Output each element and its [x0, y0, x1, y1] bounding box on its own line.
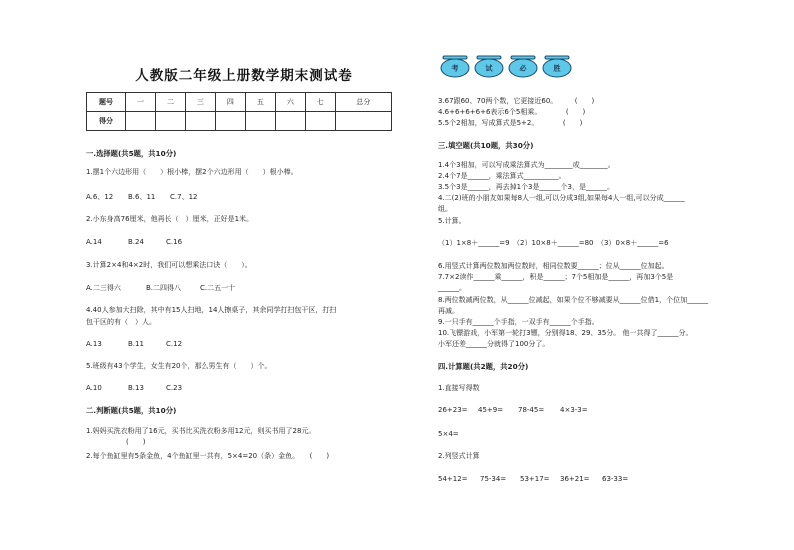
fill-question-7: 7.7×2读作______乘______，积是______；7个5相加是______，再加3个5是: [438, 273, 674, 281]
score-cell[interactable]: [126, 112, 156, 131]
fill-question-7-cont: ______。: [438, 284, 466, 292]
score-header-cell: 五: [245, 93, 275, 112]
vertical-calc-item[interactable]: 75-34=: [480, 475, 507, 483]
choice-option[interactable]: A.13: [86, 340, 102, 348]
judge-answer-blank[interactable]: ( ): [126, 438, 146, 446]
score-cell[interactable]: [275, 112, 305, 131]
choice-question-3: 3.计算2×4和4×2时，我们可以想乘法口诀（ ）。: [86, 261, 252, 269]
choice-question-5: 5.班级有43个学生，女生有20个，那么男生有（ ）个。: [86, 362, 272, 370]
section-choice-heading: 一.选择题(共5题，共10分): [86, 149, 177, 158]
section-calc-heading: 四.计算题(共2题，共20分): [438, 362, 529, 371]
fill-question-9: 9.一只手有______个手指，一双手有______个手指。: [438, 318, 599, 326]
judge-question-2: 2.每个鱼缸里有5条金鱼，4个鱼缸里一共有，5×4=20（条）金鱼。 ( ): [86, 452, 330, 460]
choice-option[interactable]: C.16: [166, 238, 183, 246]
score-header-cell: 六: [275, 93, 305, 112]
score-table-score-row: [87, 112, 392, 131]
fill-question-1: 1.4个3相加，可以写成乘法算式为________或________。: [438, 161, 615, 169]
fishbowl-text: 必: [519, 64, 527, 73]
judge-question-1: 1.妈妈买洗衣粉用了16元，买书比买洗衣粉多用12元，则买书用了28元。: [86, 427, 316, 435]
choice-option[interactable]: B.6、11: [128, 193, 156, 201]
fishbowl-icon: [475, 56, 503, 77]
calc-item[interactable]: 78-45=: [518, 406, 545, 414]
fill-question-8: 8.两位数减两位数，从______位减起，如果个位不够减要从______位借1，个位加______: [438, 296, 709, 304]
score-header-cell: 二: [155, 93, 185, 112]
fishbowl-banner: [438, 54, 578, 80]
fill-question-10-cont: 小军还差______分就得了100分了。: [438, 340, 550, 348]
score-header-cell: 七: [305, 93, 335, 112]
score-table: [86, 92, 392, 131]
fishbowl-text: 胜: [553, 64, 561, 73]
fill-question-10: 10.飞镖游戏，小军第一轮打3镖，分别得18、29、35分。 他一共得了______分。: [438, 329, 693, 337]
score-header-cell: 四: [215, 93, 245, 112]
calc-item[interactable]: 4×3-3=: [560, 406, 588, 414]
choice-question-4-cont: 包干区的有（ ）人。: [86, 318, 156, 326]
judge-question-4: 4.6+6+6+6+6表示6个5相乘。 ( ): [438, 108, 586, 116]
fishbowl-text: 考: [451, 64, 459, 73]
score-header-cell: 三: [185, 93, 215, 112]
calc-question-1: 1.直接写得数: [438, 384, 480, 392]
score-header-cell: 题号: [87, 93, 126, 112]
fill-question-5: 5.计算。: [438, 217, 466, 225]
vertical-calc-item[interactable]: 54+12=: [438, 475, 468, 483]
choice-option[interactable]: B.11: [128, 340, 144, 348]
fill-question-3: 3.5个3是______，再去掉1个3是______个3，是______。: [438, 183, 614, 191]
choice-option[interactable]: A.10: [86, 384, 102, 392]
fill-question-8-cont: 再减。: [438, 307, 459, 315]
fill-question-4-cont: 组。: [438, 205, 452, 213]
choice-question-2: 2.小东身高76厘米，他再长（ ）厘米，正好是1米。: [86, 215, 254, 223]
score-cell[interactable]: [215, 112, 245, 131]
fill-question-5-calc: （1）1×8＋______=9 （2）10×8＋______=80 （3）0×8＋______=6: [438, 239, 669, 247]
vertical-calc-item[interactable]: 53+17=: [520, 475, 550, 483]
choice-option[interactable]: A.二三得六: [86, 284, 121, 292]
choice-option[interactable]: B.24: [128, 238, 144, 246]
calc-item[interactable]: 5×4=: [438, 430, 459, 438]
vertical-calc-item[interactable]: 63-33=: [602, 475, 629, 483]
score-header-cell: 一: [126, 93, 156, 112]
choice-option[interactable]: B.二四得八: [146, 284, 182, 292]
choice-option[interactable]: A.14: [86, 238, 102, 246]
fishbowl-icon: [543, 56, 571, 77]
section-fill-heading: 三.填空题(共10题，共30分): [438, 141, 534, 150]
fishbowl-text: 试: [485, 64, 493, 73]
judge-question-3: 3.67跟60、70两个数，它更接近60。 ( ): [438, 97, 595, 105]
score-cell[interactable]: [245, 112, 275, 131]
fill-question-4: 4.二(2)班的小朋友如果每8人一组,可以分成3组,如果每4人一组,可以分成______: [438, 194, 685, 202]
score-cell[interactable]: [185, 112, 215, 131]
score-cell[interactable]: [335, 112, 391, 131]
calc-item[interactable]: 26+23=: [438, 406, 468, 414]
fill-question-2: 2.4个7是______，乘法算式__________。: [438, 172, 566, 180]
choice-option[interactable]: C.12: [166, 340, 183, 348]
exam-title: 人教版二年级上册数学期末测试卷: [135, 68, 353, 84]
calc-item[interactable]: 45+9=: [478, 406, 504, 414]
choice-question-1: 1.摆1个六边形用（ ）根小棒，摆2个六边形用（ ）根小棒。: [86, 168, 298, 176]
fill-question-6: 6.用竖式计算两位数加两位数时，相同位数要______；位从______位加起。: [438, 262, 669, 270]
score-cell[interactable]: [155, 112, 185, 131]
choice-option[interactable]: A.6、12: [86, 193, 114, 201]
choice-option[interactable]: C.23: [166, 384, 183, 392]
choice-option[interactable]: C.二五一十: [200, 284, 236, 292]
vertical-calc-item[interactable]: 36+21=: [560, 475, 590, 483]
score-row-label: 得分: [87, 112, 126, 131]
score-cell[interactable]: [305, 112, 335, 131]
calc-question-2: 2.列竖式计算: [438, 452, 480, 460]
score-header-cell: 总分: [335, 93, 391, 112]
fishbowl-icon: [441, 56, 469, 77]
choice-question-4: 4.40人参加大扫除，其中有15人扫地，14人擦桌子，其余同学打扫包干区，打扫: [86, 306, 337, 314]
section-judge-heading: 二.判断题(共5题，共10分): [86, 406, 177, 415]
judge-question-5: 5.5个2相加，写成算式是5+2。 ( ): [438, 119, 583, 127]
choice-option[interactable]: C.7、12: [170, 193, 198, 201]
score-table-header-row: [87, 93, 392, 112]
choice-option[interactable]: B.13: [128, 384, 144, 392]
fishbowl-icon: [509, 56, 537, 77]
